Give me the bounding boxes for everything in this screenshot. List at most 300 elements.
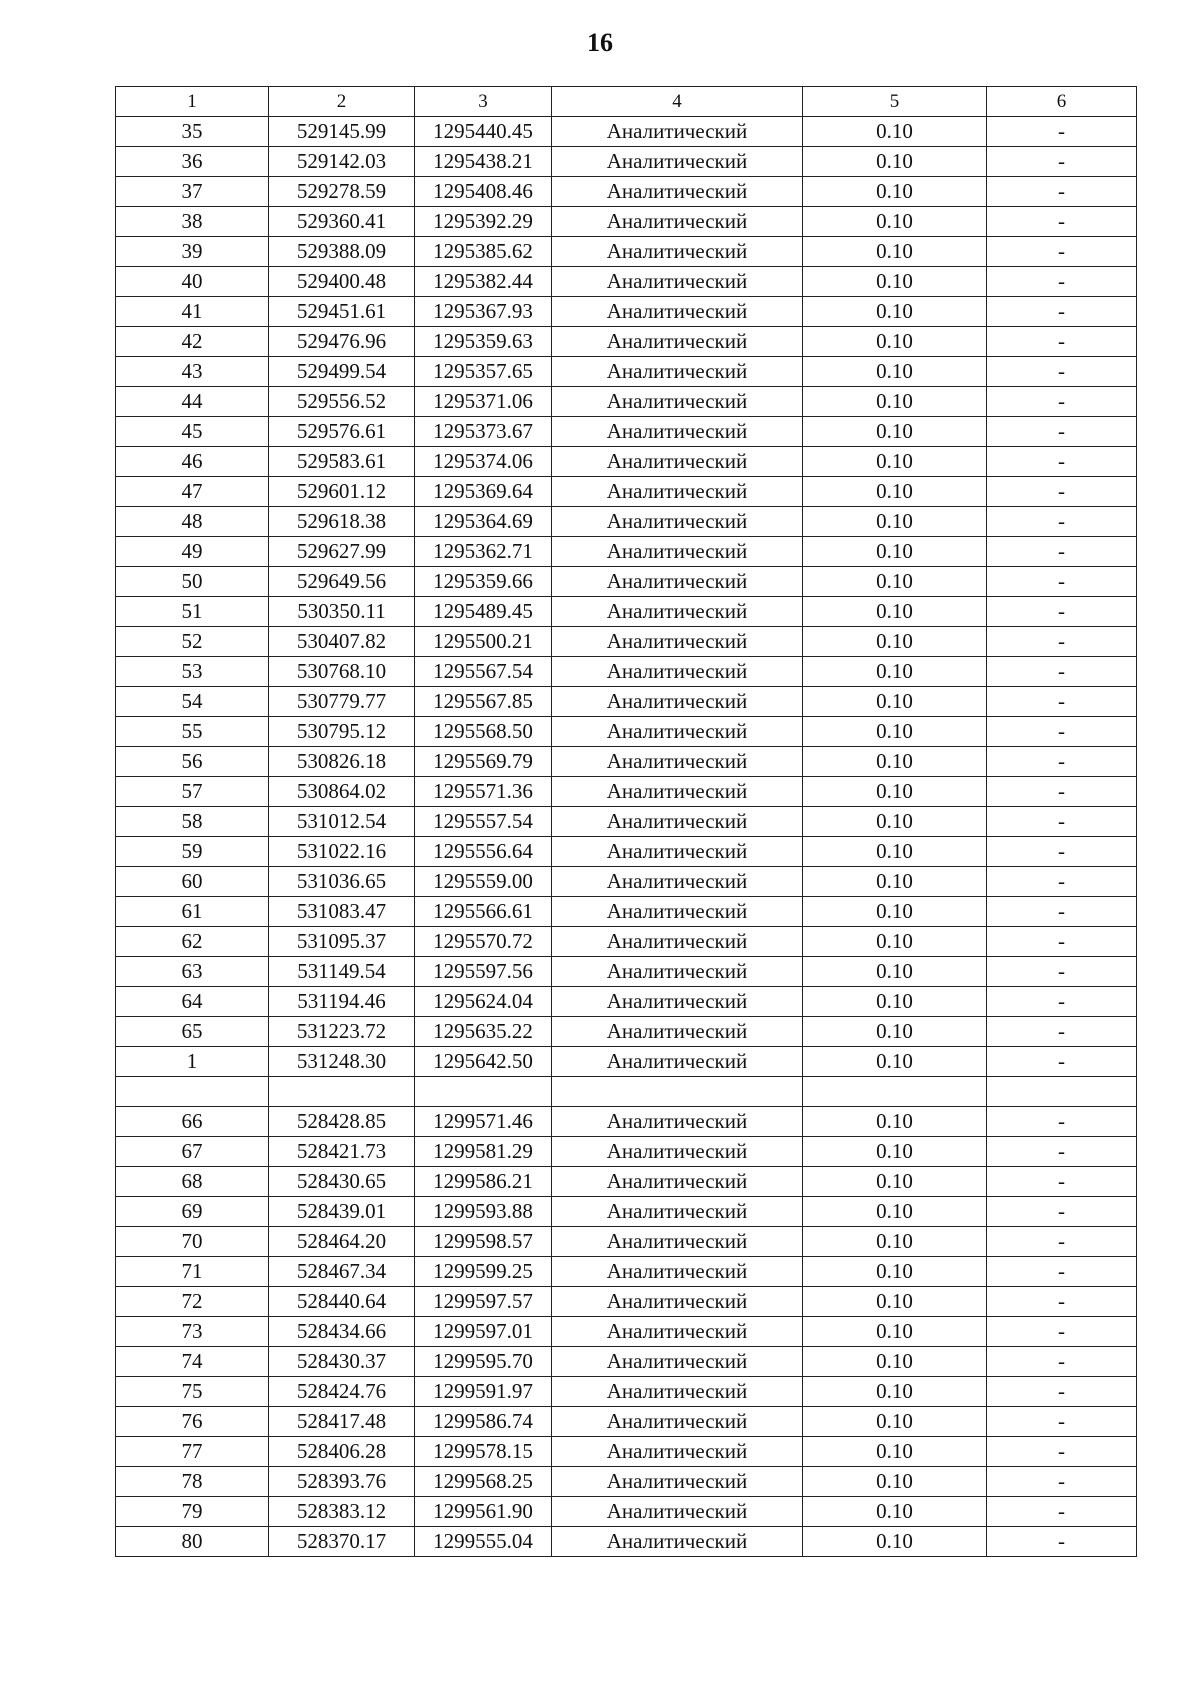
cell-note: - xyxy=(987,747,1137,777)
cell-point-number: 59 xyxy=(116,837,269,867)
cell-method: Аналитический xyxy=(552,177,803,207)
table-row xyxy=(116,1377,1137,1407)
cell-method: Аналитический xyxy=(552,597,803,627)
cell-y-coordinate: 1295362.71 xyxy=(415,537,552,567)
cell-y-coordinate: 1295624.04 xyxy=(415,987,552,1017)
cell-note: - xyxy=(987,297,1137,327)
cell-point-number: 41 xyxy=(116,297,269,327)
cell-note: - xyxy=(987,627,1137,657)
cell-note: - xyxy=(987,837,1137,867)
cell-note: - xyxy=(987,1347,1137,1377)
cell-point-number: 63 xyxy=(116,957,269,987)
table-row xyxy=(116,897,1137,927)
cell-note: - xyxy=(987,1107,1137,1137)
cell-x-coordinate: 529278.59 xyxy=(269,177,415,207)
cell-method: Аналитический xyxy=(552,687,803,717)
cell-note: - xyxy=(987,1257,1137,1287)
table-row xyxy=(116,1047,1137,1077)
cell-x-coordinate: 528406.28 xyxy=(269,1437,415,1467)
cell-method: Аналитический xyxy=(552,1437,803,1467)
cell-method: Аналитический xyxy=(552,537,803,567)
cell-accuracy: 0.10 xyxy=(803,477,987,507)
table-row xyxy=(116,1017,1137,1047)
cell-accuracy: 0.10 xyxy=(803,117,987,147)
cell-accuracy: 0.10 xyxy=(803,597,987,627)
cell-accuracy: 0.10 xyxy=(803,387,987,417)
cell-method: Аналитический xyxy=(552,717,803,747)
cell-note: - xyxy=(987,987,1137,1017)
table-row xyxy=(116,267,1137,297)
cell-y-coordinate: 1295568.50 xyxy=(415,717,552,747)
cell-x-coordinate: 531036.65 xyxy=(269,867,415,897)
cell-y-coordinate: 1295570.72 xyxy=(415,927,552,957)
cell-note: - xyxy=(987,117,1137,147)
cell-accuracy: 0.10 xyxy=(803,747,987,777)
cell-x-coordinate: 528417.48 xyxy=(269,1407,415,1437)
cell-y-coordinate: 1295385.62 xyxy=(415,237,552,267)
cell-note: - xyxy=(987,447,1137,477)
cell-y-coordinate: 1299581.29 xyxy=(415,1137,552,1167)
cell-method: Аналитический xyxy=(552,1467,803,1497)
cell-x-coordinate: 528434.66 xyxy=(269,1317,415,1347)
table-row xyxy=(116,777,1137,807)
coordinates-table xyxy=(115,86,1137,1557)
cell-accuracy: 0.10 xyxy=(803,357,987,387)
table-row xyxy=(116,1407,1137,1437)
cell-y-coordinate: 1295369.64 xyxy=(415,477,552,507)
cell-x-coordinate: 528430.37 xyxy=(269,1347,415,1377)
cell-note: - xyxy=(987,597,1137,627)
cell-point-number: 57 xyxy=(116,777,269,807)
cell-note: - xyxy=(987,177,1137,207)
cell-point-number: 50 xyxy=(116,567,269,597)
cell-point-number: 77 xyxy=(116,1437,269,1467)
table-row xyxy=(116,177,1137,207)
cell-point-number: 56 xyxy=(116,747,269,777)
table-row xyxy=(116,387,1137,417)
cell-method: Аналитический xyxy=(552,987,803,1017)
cell-method: Аналитический xyxy=(552,1167,803,1197)
cell-y-coordinate: 1295557.54 xyxy=(415,807,552,837)
cell-point-number: 66 xyxy=(116,1107,269,1137)
cell-point-number: 1 xyxy=(116,1047,269,1077)
cell-method: Аналитический xyxy=(552,417,803,447)
cell-x-coordinate: 529360.41 xyxy=(269,207,415,237)
cell-x-coordinate: 528428.85 xyxy=(269,1107,415,1137)
cell-point-number: 60 xyxy=(116,867,269,897)
cell-x-coordinate: 530795.12 xyxy=(269,717,415,747)
cell-accuracy: 0.10 xyxy=(803,1407,987,1437)
cell-method: Аналитический xyxy=(552,327,803,357)
cell-accuracy: 0.10 xyxy=(803,627,987,657)
cell-x-coordinate: 531095.37 xyxy=(269,927,415,957)
cell-accuracy: 0.10 xyxy=(803,1497,987,1527)
cell-note: - xyxy=(987,357,1137,387)
table-row xyxy=(116,1227,1137,1257)
cell-method: Аналитический xyxy=(552,867,803,897)
cell-point-number: 51 xyxy=(116,597,269,627)
cell-accuracy: 0.10 xyxy=(803,147,987,177)
cell-y-coordinate: 1295438.21 xyxy=(415,147,552,177)
cell-x-coordinate: 530350.11 xyxy=(269,597,415,627)
cell-accuracy: 0.10 xyxy=(803,717,987,747)
cell-y-coordinate: 1299568.25 xyxy=(415,1467,552,1497)
cell-point-number: 45 xyxy=(116,417,269,447)
cell-method: Аналитический xyxy=(552,1347,803,1377)
cell-note: - xyxy=(987,1377,1137,1407)
cell-method: Аналитический xyxy=(552,147,803,177)
cell-method: Аналитический xyxy=(552,1227,803,1257)
cell-accuracy: 0.10 xyxy=(803,1017,987,1047)
table-row xyxy=(116,117,1137,147)
cell-method: Аналитический xyxy=(552,927,803,957)
cell-point-number: 43 xyxy=(116,357,269,387)
cell-method: Аналитический xyxy=(552,1407,803,1437)
cell-accuracy: 0.10 xyxy=(803,1287,987,1317)
table-row xyxy=(116,447,1137,477)
cell-accuracy: 0.10 xyxy=(803,1047,987,1077)
cell-x-coordinate: 530826.18 xyxy=(269,747,415,777)
cell-x-coordinate: 530407.82 xyxy=(269,627,415,657)
cell-y-coordinate: 1299555.04 xyxy=(415,1527,552,1557)
header-cell-1: 1 xyxy=(116,87,269,117)
cell-accuracy: 0.10 xyxy=(803,777,987,807)
cell-y-coordinate: 1295359.66 xyxy=(415,567,552,597)
cell-accuracy: 0.10 xyxy=(803,897,987,927)
cell-y-coordinate: 1295440.45 xyxy=(415,117,552,147)
cell-accuracy: 0.10 xyxy=(803,837,987,867)
cell-note: - xyxy=(987,207,1137,237)
cell-point-number: 67 xyxy=(116,1137,269,1167)
cell-note: - xyxy=(987,927,1137,957)
cell-accuracy: 0.10 xyxy=(803,567,987,597)
cell-point-number: 42 xyxy=(116,327,269,357)
cell-x-coordinate: 529583.61 xyxy=(269,447,415,477)
cell-method: Аналитический xyxy=(552,1527,803,1557)
table-row xyxy=(116,987,1137,1017)
table-row xyxy=(116,1527,1137,1557)
cell-x-coordinate: 531248.30 xyxy=(269,1047,415,1077)
table-row xyxy=(116,1437,1137,1467)
cell-accuracy: 0.10 xyxy=(803,867,987,897)
table-row xyxy=(116,1197,1137,1227)
header-row xyxy=(116,87,1137,117)
cell-accuracy: 0.10 xyxy=(803,927,987,957)
cell-point-number xyxy=(116,1077,269,1107)
cell-y-coordinate: 1299599.25 xyxy=(415,1257,552,1287)
cell-method: Аналитический xyxy=(552,777,803,807)
cell-point-number: 39 xyxy=(116,237,269,267)
table-row xyxy=(116,1317,1137,1347)
cell-accuracy: 0.10 xyxy=(803,177,987,207)
cell-note: - xyxy=(987,237,1137,267)
table-row xyxy=(116,867,1137,897)
cell-y-coordinate: 1299561.90 xyxy=(415,1497,552,1527)
cell-note: - xyxy=(987,387,1137,417)
cell-note: - xyxy=(987,717,1137,747)
cell-y-coordinate: 1295500.21 xyxy=(415,627,552,657)
cell-accuracy: 0.10 xyxy=(803,1167,987,1197)
cell-x-coordinate: 529618.38 xyxy=(269,507,415,537)
cell-note: - xyxy=(987,777,1137,807)
cell-y-coordinate: 1299598.57 xyxy=(415,1227,552,1257)
table-row xyxy=(116,1167,1137,1197)
cell-point-number: 53 xyxy=(116,657,269,687)
cell-accuracy: 0.10 xyxy=(803,417,987,447)
cell-point-number: 35 xyxy=(116,117,269,147)
cell-x-coordinate: 528421.73 xyxy=(269,1137,415,1167)
cell-y-coordinate: 1295489.45 xyxy=(415,597,552,627)
cell-x-coordinate: 530768.10 xyxy=(269,657,415,687)
table-row xyxy=(116,687,1137,717)
cell-x-coordinate: 531012.54 xyxy=(269,807,415,837)
cell-y-coordinate: 1299591.97 xyxy=(415,1377,552,1407)
cell-x-coordinate: 528383.12 xyxy=(269,1497,415,1527)
cell-accuracy: 0.10 xyxy=(803,447,987,477)
table-row xyxy=(116,1497,1137,1527)
cell-method: Аналитический xyxy=(552,357,803,387)
cell-y-coordinate: 1299586.74 xyxy=(415,1407,552,1437)
cell-x-coordinate: 529400.48 xyxy=(269,267,415,297)
cell-method: Аналитический xyxy=(552,627,803,657)
cell-note: - xyxy=(987,1047,1137,1077)
cell-method: Аналитический xyxy=(552,957,803,987)
cell-accuracy: 0.10 xyxy=(803,1527,987,1557)
cell-point-number: 72 xyxy=(116,1287,269,1317)
cell-accuracy: 0.10 xyxy=(803,207,987,237)
cell-point-number: 74 xyxy=(116,1347,269,1377)
header-cell-3: 3 xyxy=(415,87,552,117)
cell-point-number: 70 xyxy=(116,1227,269,1257)
cell-point-number: 46 xyxy=(116,447,269,477)
cell-method: Аналитический xyxy=(552,1377,803,1407)
table-row xyxy=(116,1347,1137,1377)
cell-y-coordinate: 1295642.50 xyxy=(415,1047,552,1077)
cell-y-coordinate: 1295382.44 xyxy=(415,267,552,297)
cell-method: Аналитический xyxy=(552,1257,803,1287)
table-row xyxy=(116,477,1137,507)
cell-note: - xyxy=(987,507,1137,537)
cell-accuracy xyxy=(803,1077,987,1107)
cell-method: Аналитический xyxy=(552,1017,803,1047)
cell-method: Аналитический xyxy=(552,1107,803,1137)
table-row xyxy=(116,717,1137,747)
cell-method: Аналитический xyxy=(552,117,803,147)
table-row xyxy=(116,807,1137,837)
table-row xyxy=(116,747,1137,777)
cell-accuracy: 0.10 xyxy=(803,1467,987,1497)
cell-y-coordinate: 1295567.54 xyxy=(415,657,552,687)
cell-x-coordinate: 528370.17 xyxy=(269,1527,415,1557)
cell-x-coordinate: 531194.46 xyxy=(269,987,415,1017)
cell-method xyxy=(552,1077,803,1107)
cell-note: - xyxy=(987,687,1137,717)
cell-note: - xyxy=(987,1497,1137,1527)
table-row xyxy=(116,627,1137,657)
cell-x-coordinate: 531083.47 xyxy=(269,897,415,927)
cell-point-number: 58 xyxy=(116,807,269,837)
cell-note: - xyxy=(987,1527,1137,1557)
cell-method: Аналитический xyxy=(552,1497,803,1527)
cell-point-number: 62 xyxy=(116,927,269,957)
table-row xyxy=(116,1287,1137,1317)
cell-y-coordinate: 1299597.57 xyxy=(415,1287,552,1317)
cell-accuracy: 0.10 xyxy=(803,297,987,327)
cell-point-number: 44 xyxy=(116,387,269,417)
cell-note: - xyxy=(987,1437,1137,1467)
cell-note: - xyxy=(987,1287,1137,1317)
cell-note: - xyxy=(987,1017,1137,1047)
cell-note: - xyxy=(987,657,1137,687)
cell-accuracy: 0.10 xyxy=(803,537,987,567)
cell-y-coordinate xyxy=(415,1077,552,1107)
cell-method: Аналитический xyxy=(552,237,803,267)
cell-y-coordinate: 1299586.21 xyxy=(415,1167,552,1197)
table-row xyxy=(116,207,1137,237)
table-row xyxy=(116,147,1137,177)
cell-point-number: 79 xyxy=(116,1497,269,1527)
table-row xyxy=(116,417,1137,447)
page-number: 16 xyxy=(587,28,613,57)
cell-point-number: 69 xyxy=(116,1197,269,1227)
header-cell-6: 6 xyxy=(987,87,1137,117)
cell-method: Аналитический xyxy=(552,387,803,417)
cell-note: - xyxy=(987,897,1137,927)
cell-accuracy: 0.10 xyxy=(803,507,987,537)
cell-accuracy: 0.10 xyxy=(803,1137,987,1167)
cell-note: - xyxy=(987,807,1137,837)
cell-point-number: 40 xyxy=(116,267,269,297)
cell-x-coordinate: 528430.65 xyxy=(269,1167,415,1197)
cell-accuracy: 0.10 xyxy=(803,1227,987,1257)
header-cell-4: 4 xyxy=(552,87,803,117)
cell-y-coordinate: 1295373.67 xyxy=(415,417,552,447)
table-row xyxy=(116,1137,1137,1167)
cell-y-coordinate: 1295367.93 xyxy=(415,297,552,327)
table-row xyxy=(116,567,1137,597)
cell-method: Аналитический xyxy=(552,897,803,927)
cell-y-coordinate: 1295569.79 xyxy=(415,747,552,777)
cell-y-coordinate: 1299593.88 xyxy=(415,1197,552,1227)
cell-accuracy: 0.10 xyxy=(803,1437,987,1467)
cell-point-number: 73 xyxy=(116,1317,269,1347)
cell-y-coordinate: 1295359.63 xyxy=(415,327,552,357)
cell-note: - xyxy=(987,417,1137,447)
cell-point-number: 49 xyxy=(116,537,269,567)
cell-accuracy: 0.10 xyxy=(803,1317,987,1347)
table-row xyxy=(116,507,1137,537)
cell-point-number: 68 xyxy=(116,1167,269,1197)
cell-point-number: 80 xyxy=(116,1527,269,1557)
cell-point-number: 75 xyxy=(116,1377,269,1407)
cell-accuracy: 0.10 xyxy=(803,687,987,717)
cell-x-coordinate: 528393.76 xyxy=(269,1467,415,1497)
cell-point-number: 55 xyxy=(116,717,269,747)
cell-method: Аналитический xyxy=(552,657,803,687)
cell-x-coordinate: 529627.99 xyxy=(269,537,415,567)
cell-x-coordinate: 529388.09 xyxy=(269,237,415,267)
cell-y-coordinate: 1295357.65 xyxy=(415,357,552,387)
table-body xyxy=(116,117,1137,1557)
cell-point-number: 36 xyxy=(116,147,269,177)
cell-method: Аналитический xyxy=(552,477,803,507)
cell-note: - xyxy=(987,1407,1137,1437)
cell-y-coordinate: 1295374.06 xyxy=(415,447,552,477)
cell-x-coordinate: 529601.12 xyxy=(269,477,415,507)
cell-note: - xyxy=(987,1137,1137,1167)
cell-x-coordinate: 530779.77 xyxy=(269,687,415,717)
cell-y-coordinate: 1295559.00 xyxy=(415,867,552,897)
cell-x-coordinate: 528439.01 xyxy=(269,1197,415,1227)
cell-note: - xyxy=(987,147,1137,177)
cell-note: - xyxy=(987,957,1137,987)
cell-accuracy: 0.10 xyxy=(803,1257,987,1287)
cell-y-coordinate: 1295371.06 xyxy=(415,387,552,417)
cell-accuracy: 0.10 xyxy=(803,1107,987,1137)
cell-y-coordinate: 1295571.36 xyxy=(415,777,552,807)
table-row xyxy=(116,1257,1137,1287)
cell-note: - xyxy=(987,327,1137,357)
table-row xyxy=(116,237,1137,267)
cell-point-number: 71 xyxy=(116,1257,269,1287)
cell-y-coordinate: 1299571.46 xyxy=(415,1107,552,1137)
cell-y-coordinate: 1295364.69 xyxy=(415,507,552,537)
cell-method: Аналитический xyxy=(552,567,803,597)
cell-x-coordinate: 531149.54 xyxy=(269,957,415,987)
table-row xyxy=(116,297,1137,327)
table-row xyxy=(116,657,1137,687)
cell-note: - xyxy=(987,1227,1137,1257)
cell-method: Аналитический xyxy=(552,447,803,477)
cell-x-coordinate: 531022.16 xyxy=(269,837,415,867)
cell-x-coordinate: 529556.52 xyxy=(269,387,415,417)
cell-point-number: 37 xyxy=(116,177,269,207)
cell-method: Аналитический xyxy=(552,207,803,237)
cell-method: Аналитический xyxy=(552,297,803,327)
table-row xyxy=(116,1107,1137,1137)
cell-y-coordinate: 1295567.85 xyxy=(415,687,552,717)
cell-point-number: 76 xyxy=(116,1407,269,1437)
cell-note: - xyxy=(987,867,1137,897)
cell-y-coordinate: 1295566.61 xyxy=(415,897,552,927)
cell-point-number: 61 xyxy=(116,897,269,927)
cell-point-number: 38 xyxy=(116,207,269,237)
cell-accuracy: 0.10 xyxy=(803,1347,987,1377)
cell-point-number: 47 xyxy=(116,477,269,507)
cell-x-coordinate: 529476.96 xyxy=(269,327,415,357)
cell-method: Аналитический xyxy=(552,267,803,297)
cell-accuracy: 0.10 xyxy=(803,1197,987,1227)
cell-accuracy: 0.10 xyxy=(803,1377,987,1407)
cell-x-coordinate: 529576.61 xyxy=(269,417,415,447)
cell-note: - xyxy=(987,1467,1137,1497)
cell-note: - xyxy=(987,567,1137,597)
cell-accuracy: 0.10 xyxy=(803,807,987,837)
cell-method: Аналитический xyxy=(552,837,803,867)
cell-x-coordinate: 529649.56 xyxy=(269,567,415,597)
table-row xyxy=(116,927,1137,957)
table-row xyxy=(116,597,1137,627)
cell-accuracy: 0.10 xyxy=(803,657,987,687)
cell-point-number: 78 xyxy=(116,1467,269,1497)
cell-accuracy: 0.10 xyxy=(803,237,987,267)
table-row xyxy=(116,537,1137,567)
cell-point-number: 64 xyxy=(116,987,269,1017)
cell-point-number: 48 xyxy=(116,507,269,537)
cell-point-number: 52 xyxy=(116,627,269,657)
cell-x-coordinate: 528440.64 xyxy=(269,1287,415,1317)
table-row xyxy=(116,357,1137,387)
